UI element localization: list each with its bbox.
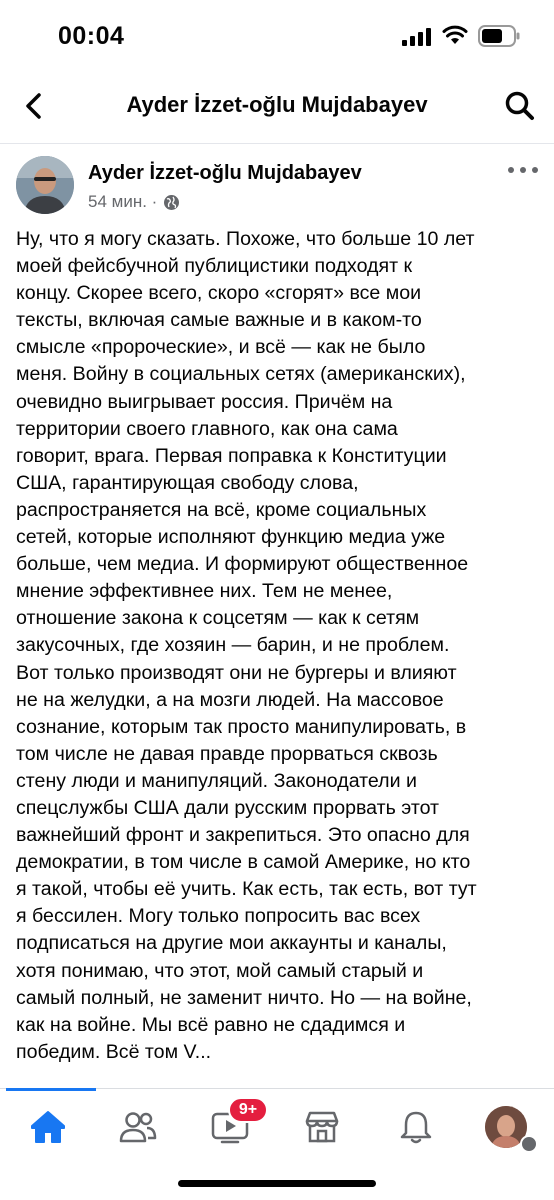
status-bar (0, 0, 554, 72)
search-button[interactable] (500, 86, 540, 126)
tab-marketplace[interactable] (292, 1103, 352, 1151)
nav-bar (0, 72, 554, 144)
wifi-icon (442, 24, 468, 46)
home-icon (29, 1109, 67, 1145)
home-indicator (178, 1180, 376, 1187)
globe-icon (163, 194, 180, 211)
battery-icon (478, 25, 520, 47)
tab-friends[interactable] (108, 1103, 168, 1151)
signal-icon (402, 28, 432, 46)
watch-notification-badge: 9+ (228, 1097, 268, 1123)
post-meta (88, 192, 180, 212)
more-options-button[interactable] (508, 160, 538, 180)
status-time: 00:04 (58, 22, 125, 50)
avatar-photo-icon (16, 156, 74, 214)
marketplace-icon (303, 1109, 341, 1145)
notifications-icon (399, 1109, 433, 1145)
menu-badge-icon (520, 1135, 538, 1153)
author-avatar[interactable] (16, 156, 74, 214)
dot-icon (532, 167, 538, 173)
tab-menu[interactable] (476, 1103, 536, 1151)
tab-notifications[interactable] (386, 1103, 446, 1151)
post-text: Ну, что я могу сказать. Похоже, что больше 10 лет моей фейсбучной публицистики подходят к концу. Скорее всего, скоро «сгорят» все мои тексты, включая самые важные и в каком-то смысле «пророческие», и всё — как не было меня. Войну в социальных сетях (американских), очевидно выигрывает россия. Причём на территории своего главного, как она сама говорит, врага. Первая поправка к Конституции США, гарантирующая свободу слова, распространяется на всё, кроме социальных сетей, которые исполняют функцию медиа уже больше, чем медиа. И формируют общественное мнение эффективнее них. Тем не менее, отношение закона к соцсетям — как к сетям закусочных, где хозяин — барин, и не проблем. Вот только производят они не бургеры и влияют не на желудки, а на мозги людей. На массовое сознание, которым так просто манипулировать, в том числе не давая правде прорваться сквозь стену люди и манипуляций. Законодатели и спецслужбы США дали русским прорвать этот важнейший фронт и закрепиться. Это опасно для демократии, в том числе в самой Америке, но кто я такой, чтобы её учить. Как есть, так есть, вот тут я бессилен. Могу только попросить вас всех подписаться на другие мои аккаунты и каналы, хотя понимаю, что этот, мой самый старый и самый полный, не заменит ничто. Но — на войне, как на войне. Мы всё равно не сдадимся и победим. Всё том V... (16, 228, 477, 1063)
search-icon (504, 90, 536, 122)
dot-icon (520, 167, 526, 173)
friends-icon (118, 1110, 158, 1144)
dot-icon (508, 167, 514, 173)
nav-title: Ayder İzzet-oğlu Mujdabayev (126, 92, 428, 117)
tab-home[interactable] (18, 1103, 78, 1151)
post-time[interactable]: 54 мин. · (88, 192, 158, 211)
active-tab-indicator (6, 1088, 96, 1091)
author-name[interactable]: Ayder İzzet-oğlu Mujdabayev (88, 162, 362, 184)
